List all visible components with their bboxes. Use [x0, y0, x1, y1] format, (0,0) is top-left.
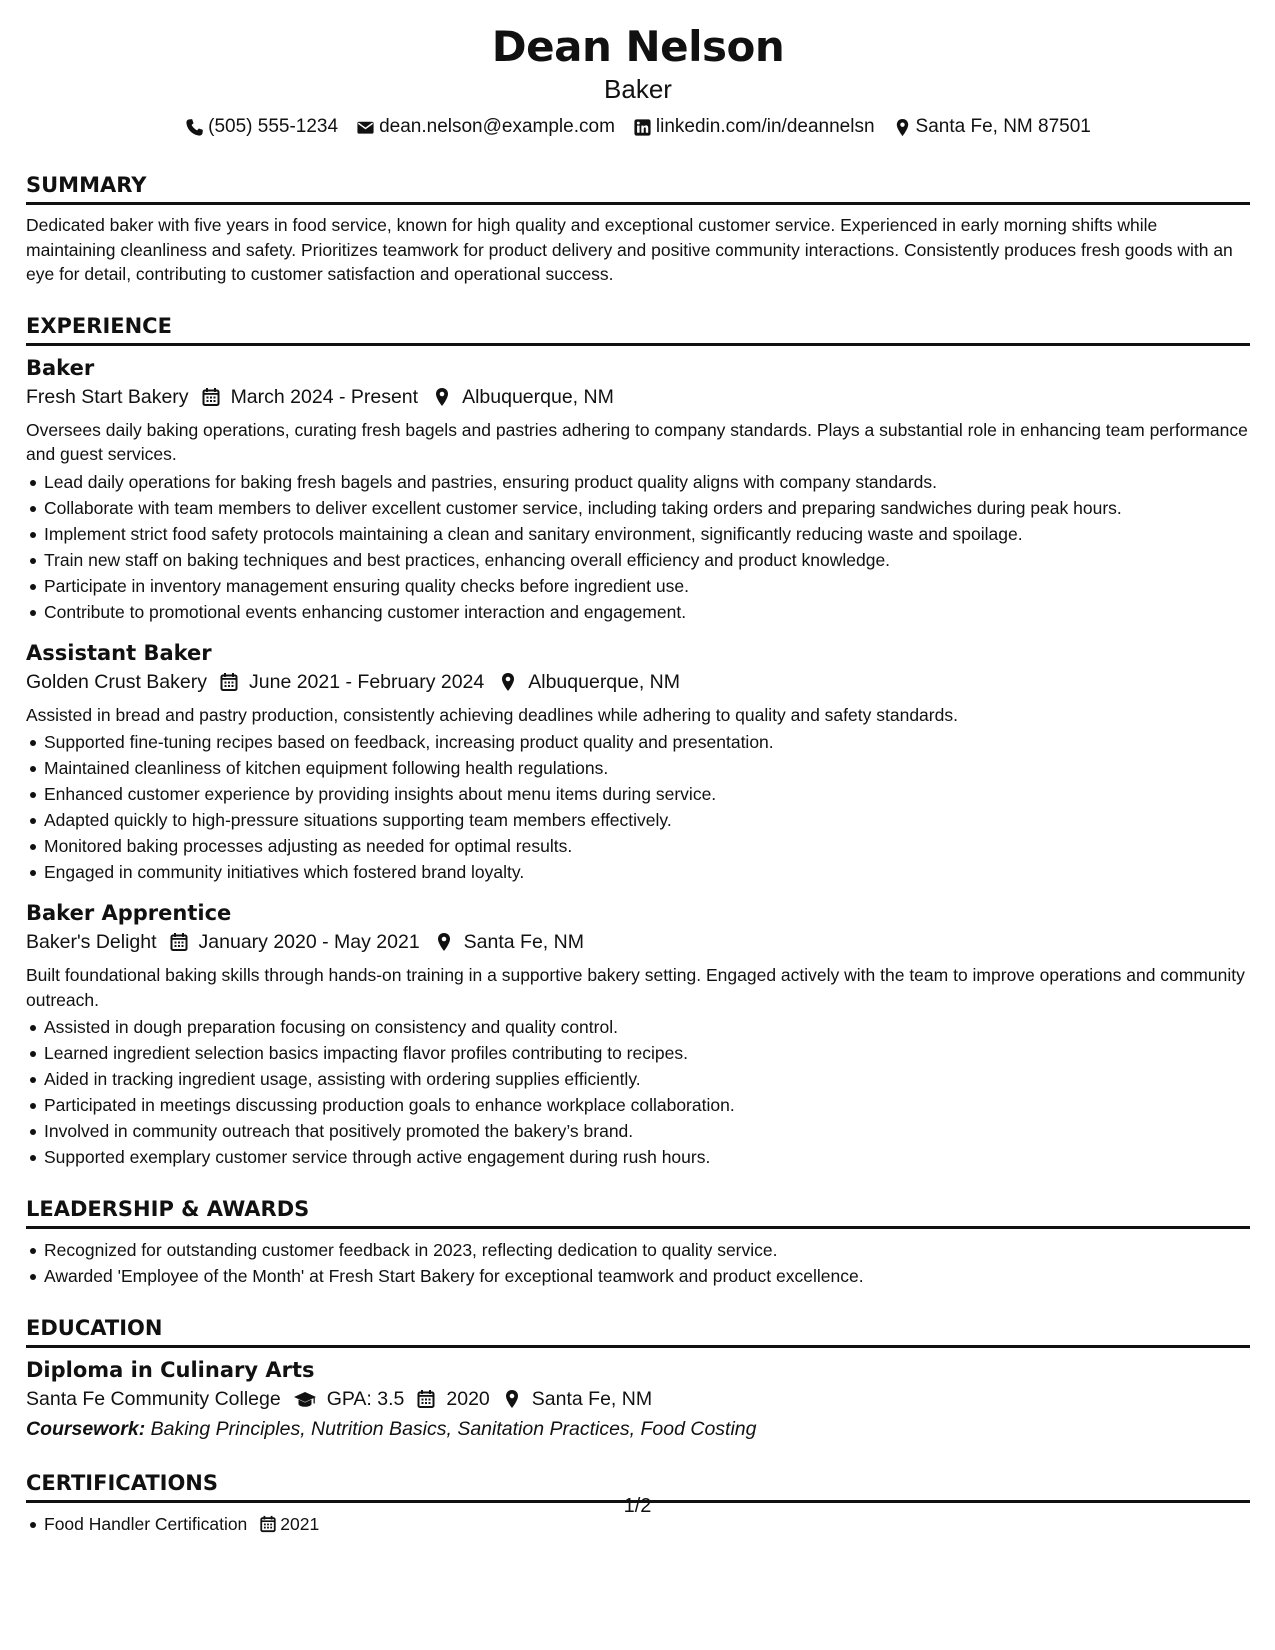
candidate-role: Baker — [604, 74, 672, 104]
coursework-line — [26, 1414, 1250, 1444]
list-item: Recognized for outstanding customer feedback in 2023, reflecting dedication to quality service. — [26, 1237, 1250, 1263]
list-item: Monitored baking processes adjusting as needed for optimal results. — [26, 833, 1250, 859]
list-item: Aided in tracking ingredient usage, assisting with ordering supplies efficiently. — [26, 1066, 1250, 1092]
job-meta — [26, 927, 1250, 957]
job-description: Built foundational baking skills through hands-on training in a supportive bakery setting. Engaged actively with the team to improve operations and community outreach. — [26, 965, 1245, 1010]
list-item: Assisted in dough preparation focusing on consistency and quality control. — [26, 1014, 1250, 1040]
contact-phone — [185, 114, 338, 140]
job-description: Assisted in bread and pastry production, consistently achieving deadlines while adhering to quality and safety standards. — [26, 704, 958, 725]
company-name: Baker's Delight — [26, 931, 157, 953]
job-dates: March 2024 - Present — [230, 385, 419, 408]
education-section — [26, 1315, 1250, 1444]
section-title: CERTIFICATIONS — [26, 1470, 1250, 1503]
resume-header — [26, 20, 1250, 140]
list-item: Learned ingredient selection basics impacting flavor profiles contributing to recipes. — [26, 1040, 1250, 1066]
map-pin-icon — [893, 118, 912, 137]
job-location: Santa Fe, NM — [463, 931, 584, 953]
job-title: Assistant Baker — [26, 640, 212, 665]
page-number: 1/2 — [623, 1495, 652, 1517]
location-text: Santa Fe, NM 87501 — [915, 116, 1091, 137]
list-item: Maintained cleanliness of kitchen equipment following health regulations. — [26, 755, 1250, 781]
list-item: Collaborate with team members to deliver excellent customer service, including taking orders and preparing sandwiches during peak hours. — [26, 495, 1250, 521]
contact-linkedin[interactable] — [633, 114, 875, 140]
contact-email[interactable] — [356, 114, 615, 140]
list-item: Participated in meetings discussing production goals to enhance workplace collaboration. — [26, 1092, 1250, 1118]
section-title: LEADERSHIP & AWARDS — [26, 1196, 1250, 1229]
phone-icon — [185, 118, 204, 137]
coursework-label: Coursework: — [26, 1418, 146, 1440]
company-name: Fresh Start Bakery — [26, 385, 189, 408]
job-dates: January 2020 - May 2021 — [198, 931, 420, 953]
list-item: Contribute to promotional events enhancing customer interaction and engagement. — [26, 599, 1250, 625]
envelope-icon — [356, 118, 375, 137]
job-location: Albuquerque, NM — [462, 385, 614, 408]
graduation-year: 2020 — [446, 1388, 490, 1410]
summary-section — [26, 172, 1250, 287]
list-item: Engaged in community initiatives which fostered brand loyalty. — [26, 859, 1250, 885]
list-item: Enhanced customer experience by providing insights about menu items during service. — [26, 781, 1250, 807]
list-item: Supported fine-tuning recipes based on feedback, increasing product quality and presentation. — [26, 729, 1250, 755]
job-title: Baker Apprentice — [26, 901, 232, 925]
job-entry — [26, 354, 1250, 625]
summary-text: Dedicated baker with five years in food service, known for high quality and exceptional customer service. Experienced in early morning shifts while maintaining cleanliness and safety. Prioritizes teamwork for product delivery and positive community interactions. Consistently produces fresh goods with an eye for detail, contributing to customer satisfaction and operational success. — [26, 215, 1233, 284]
list-item: Lead daily operations for baking fresh bagels and pastries, ensuring product quality aligns with company standards. — [26, 469, 1250, 495]
experience-section — [26, 313, 1250, 1171]
leadership-section — [26, 1196, 1250, 1289]
contact-bar — [26, 114, 1250, 140]
job-dates: June 2021 - February 2024 — [249, 670, 485, 693]
gpa-text: GPA: 3.5 — [326, 1388, 405, 1410]
job-location: Albuquerque, NM — [528, 670, 681, 693]
list-item: Implement strict food safety protocols maintaining a clean and sanitary environment, significantly reducing waste and spoilage. — [26, 521, 1250, 547]
list-item: Participate in inventory management ensuring quality checks before ingredient use. — [26, 573, 1250, 599]
phone-text: (505) 555-1234 — [208, 116, 339, 137]
job-title: Baker — [26, 355, 95, 380]
certification-year: 2021 — [280, 1514, 320, 1534]
calendar-icon — [416, 1389, 436, 1409]
job-bullets — [26, 1014, 1250, 1170]
map-pin-icon — [502, 1389, 522, 1409]
list-item: Train new staff on baking techniques and best practices, enhancing overall efficiency and product knowledge. — [26, 547, 1250, 573]
job-meta — [26, 382, 1250, 412]
company-name: Golden Crust Bakery — [26, 670, 207, 693]
degree-title: Diploma in Culinary Arts — [26, 1358, 315, 1382]
resume-page — [26, 20, 1250, 1537]
email-text[interactable]: dean.nelson@example.com — [379, 116, 615, 137]
section-title: SUMMARY — [26, 172, 1250, 205]
section-title: EDUCATION — [26, 1315, 1250, 1348]
job-entry — [26, 899, 1250, 1170]
contact-location — [893, 114, 1091, 140]
map-pin-icon — [432, 387, 452, 407]
graduation-cap-icon — [293, 1389, 317, 1409]
school-location: Santa Fe, NM — [531, 1388, 653, 1410]
coursework-text: Baking Principles, Nutrition Basics, Sanitation Practices, Food Costing — [150, 1418, 757, 1440]
linkedin-icon — [633, 118, 652, 137]
list-item: Supported exemplary customer service through active engagement during rush hours. — [26, 1144, 1250, 1170]
list-item: Adapted quickly to high-pressure situations supporting team members effectively. — [26, 807, 1250, 833]
candidate-name: Dean Nelson — [491, 22, 785, 71]
calendar-icon — [169, 932, 189, 952]
job-description: Oversees daily baking operations, curating fresh bagels and pastries adhering to company standards. Plays a substantial role in enhancing team performance and guest services. — [26, 419, 1248, 464]
job-entry — [26, 639, 1250, 886]
certification-name: Food Handler Certification — [44, 1514, 248, 1534]
education-meta — [26, 1384, 1250, 1414]
linkedin-text[interactable]: linkedin.com/in/deannelsn — [655, 116, 875, 137]
map-pin-icon — [434, 932, 454, 952]
section-title: EXPERIENCE — [26, 313, 1250, 346]
map-pin-icon — [498, 672, 518, 692]
job-bullets — [26, 729, 1250, 885]
calendar-icon — [201, 387, 221, 407]
job-meta — [26, 667, 1250, 697]
school-name: Santa Fe Community College — [26, 1388, 281, 1410]
calendar-icon — [219, 672, 239, 692]
list-item: Awarded 'Employee of the Month' at Fresh Start Bakery for exceptional teamwork and product excellence. — [26, 1263, 1250, 1289]
list-item: Involved in community outreach that positively promoted the bakery’s brand. — [26, 1118, 1250, 1144]
awards-list — [26, 1237, 1250, 1289]
job-bullets — [26, 469, 1250, 625]
